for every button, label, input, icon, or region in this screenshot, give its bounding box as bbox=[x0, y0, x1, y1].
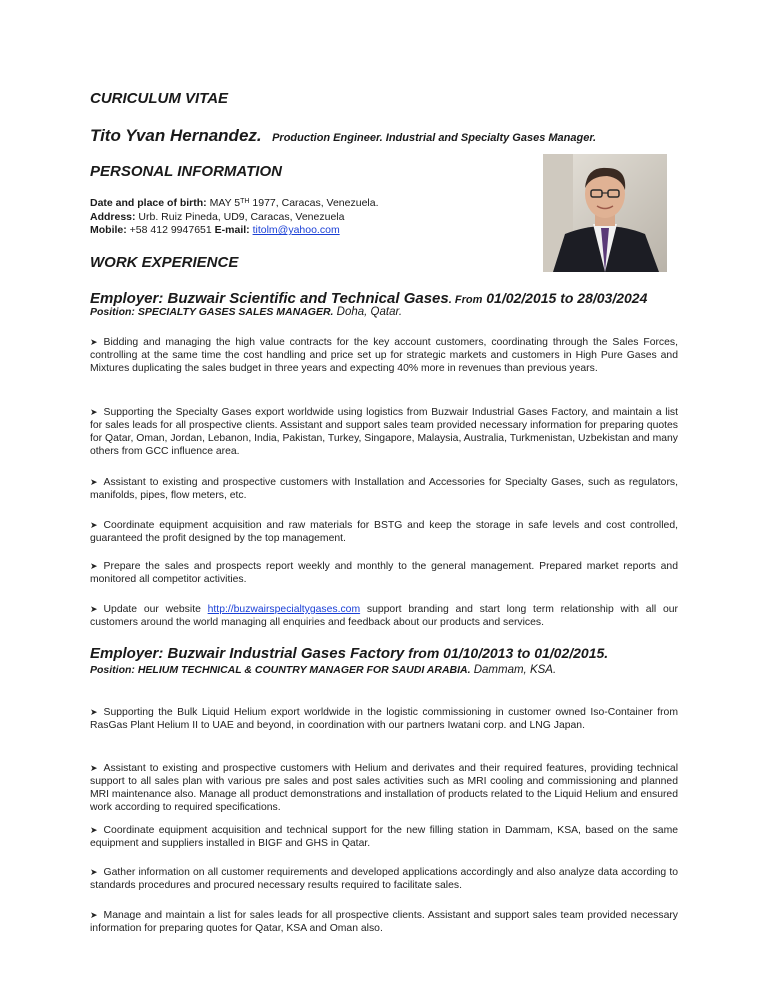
position-1-title: Position: SPECIALTY GASES SALES MANAGER. bbox=[90, 306, 334, 318]
arrow-bullet-icon: ➤ bbox=[90, 477, 98, 487]
bullet-text: Assistant to existing and prospective customers with Helium and derivates and their required features, providing technical support to all sales plan with various pre sales and post sales activities such as MRI cooling and commissioning and planned MRI maintenance also. Manage all product demonstrations and installation of products related to the Liquid Helium and ensured work according to required specifications. bbox=[90, 763, 678, 813]
job-2-bullet-5 bbox=[90, 909, 678, 935]
email-link[interactable]: titolm@yahoo.com bbox=[252, 224, 340, 236]
job-1-bullet-6 bbox=[90, 603, 678, 629]
bullet-text: Prepare the sales and prospects report weekly and monthly to the general management. Prepared market reports and monitored all competitor activities. bbox=[90, 561, 678, 585]
bullet-text: Assistant to existing and prospective customers with Installation and Accessories for Specialty Gases, such as regulators, manifolds, pipes, flow meters, etc. bbox=[90, 477, 678, 501]
position-1-location: Doha, Qatar. bbox=[333, 306, 403, 318]
employer-2-heading bbox=[90, 645, 608, 663]
position-2-location: Dammam, KSA. bbox=[470, 664, 557, 676]
website-link[interactable]: http://buzwairspecialtygases.com bbox=[207, 604, 361, 615]
employer-2-dates: from 01/10/2013 to 01/02/2015. bbox=[404, 645, 609, 661]
bullet-text: Manage and maintain a list for sales leads for all prospective clients. Assistant and support sales team provided necessary information for preparing quotes for Qatar, KSA and Oman also. bbox=[90, 910, 678, 934]
arrow-bullet-icon: ➤ bbox=[90, 604, 98, 614]
job-1-bullet-2 bbox=[90, 406, 678, 458]
arrow-bullet-icon: ➤ bbox=[90, 561, 98, 571]
profile-photo bbox=[543, 154, 667, 272]
job-1-bullet-3 bbox=[90, 476, 678, 502]
job-2-bullet-1 bbox=[90, 706, 678, 732]
bullet-text: Coordinate equipment acquisition and raw materials for BSTG and keep the storage in safe levels and cost controlled, guaranteed the profit designed by the top management. bbox=[90, 520, 678, 544]
address-line bbox=[90, 211, 344, 223]
birth-label: Date and place of birth: bbox=[90, 197, 207, 209]
work-experience-heading: WORK EXPERIENCE bbox=[90, 254, 239, 271]
birth-line bbox=[90, 197, 379, 209]
birth-value-a: MAY 5 bbox=[206, 197, 241, 209]
arrow-bullet-icon: ➤ bbox=[90, 867, 98, 877]
employer-1-from: . From bbox=[448, 294, 483, 306]
job-1-bullet-1 bbox=[90, 336, 678, 375]
job-2-bullet-4 bbox=[90, 866, 678, 892]
employer-1-dates: 01/02/2015 to 28/03/2024 bbox=[482, 290, 648, 306]
website-post: support branding and start long term relationship with all our customers around the world managing all enquiries and feedback about our products and services. bbox=[90, 604, 678, 628]
job-1-bullet-4 bbox=[90, 519, 678, 545]
arrow-bullet-icon: ➤ bbox=[90, 337, 98, 347]
bullet-text: Supporting the Bulk Liquid Helium export worldwide in the logistic commissioning in customer owned Iso-Container from RasGas Plant Helium II to UAE and beyond, in coordination with our partners Iwatani corp. and LNG Japan. bbox=[90, 707, 678, 731]
job-1-bullet-5 bbox=[90, 560, 678, 586]
position-1 bbox=[90, 306, 402, 318]
person-role: Production Engineer. Industrial and Specialty Gases Manager. bbox=[272, 132, 597, 144]
job-2-bullet-2 bbox=[90, 762, 678, 814]
portrait-illustration bbox=[543, 154, 667, 272]
employer-2-name: Employer: Buzwair Industrial Gases Factory bbox=[90, 645, 405, 662]
birth-value-b: 1977, Caracas, Venezuela. bbox=[249, 197, 379, 209]
employer-1-name: Employer: Buzwair Scientific and Technical Gases bbox=[90, 290, 449, 307]
arrow-bullet-icon: ➤ bbox=[90, 407, 98, 417]
bullet-text: Coordinate equipment acquisition and technical support for the new filling station in Dammam, KSA, based on the same equipment and suppliers installed in BIGF and GHS in Qatar. bbox=[90, 825, 678, 849]
arrow-bullet-icon: ➤ bbox=[90, 763, 98, 773]
job-2-bullet-3 bbox=[90, 824, 678, 850]
person-name: Tito Yvan Hernandez. bbox=[90, 126, 262, 145]
contact-line bbox=[90, 224, 340, 236]
email-label: E-mail: bbox=[214, 224, 250, 236]
bullet-text: Bidding and managing the high value contracts for the key account customers, coordinating through the Sales Forces, controlling at the same time the cost handling and price set up for strategic markets and customers in High Pure Gases and Mixtures duplicating the sales budget in three years and expecting 40% more in revenues than previous years. bbox=[90, 337, 678, 374]
personal-info-heading: PERSONAL INFORMATION bbox=[90, 163, 282, 180]
website-pre: Update our website bbox=[103, 604, 208, 615]
document-title: CURICULUM VITAE bbox=[90, 90, 229, 107]
arrow-bullet-icon: ➤ bbox=[90, 520, 98, 530]
birth-suffix: TH bbox=[240, 198, 250, 205]
mobile-label: Mobile: bbox=[90, 224, 127, 236]
mobile-value: +58 412 9947651 bbox=[126, 224, 215, 236]
arrow-bullet-icon: ➤ bbox=[90, 825, 98, 835]
name-line bbox=[90, 126, 596, 146]
address-label: Address: bbox=[90, 211, 136, 223]
bullet-text: Supporting the Specialty Gases export worldwide using logistics from Buzwair Industrial Gases Factory, and maintain a list for sales leads for all prospective clients. Assistant and support sales team provided necessary information for preparing quotes for Qatar, Oman, Jordan, Lebanon, India, Pakistan, Turkey, Singapore, Malaysia, Australia, Turkmenistan, Uzbekistan and many others from GCC influence area. bbox=[90, 407, 678, 457]
arrow-bullet-icon: ➤ bbox=[90, 910, 98, 920]
arrow-bullet-icon: ➤ bbox=[90, 707, 98, 717]
position-2-title: Position: HELIUM TECHNICAL & COUNTRY MANAGER FOR SAUDI ARABIA. bbox=[90, 664, 471, 676]
position-2 bbox=[90, 664, 556, 676]
bullet-text: Gather information on all customer requirements and developed applications accordingly and also analyze data according to standards procedures and procured necessary results required to facilitate sales. bbox=[90, 867, 678, 891]
address-value: Urb. Ruiz Pineda, UD9, Caracas, Venezuela bbox=[135, 211, 345, 223]
